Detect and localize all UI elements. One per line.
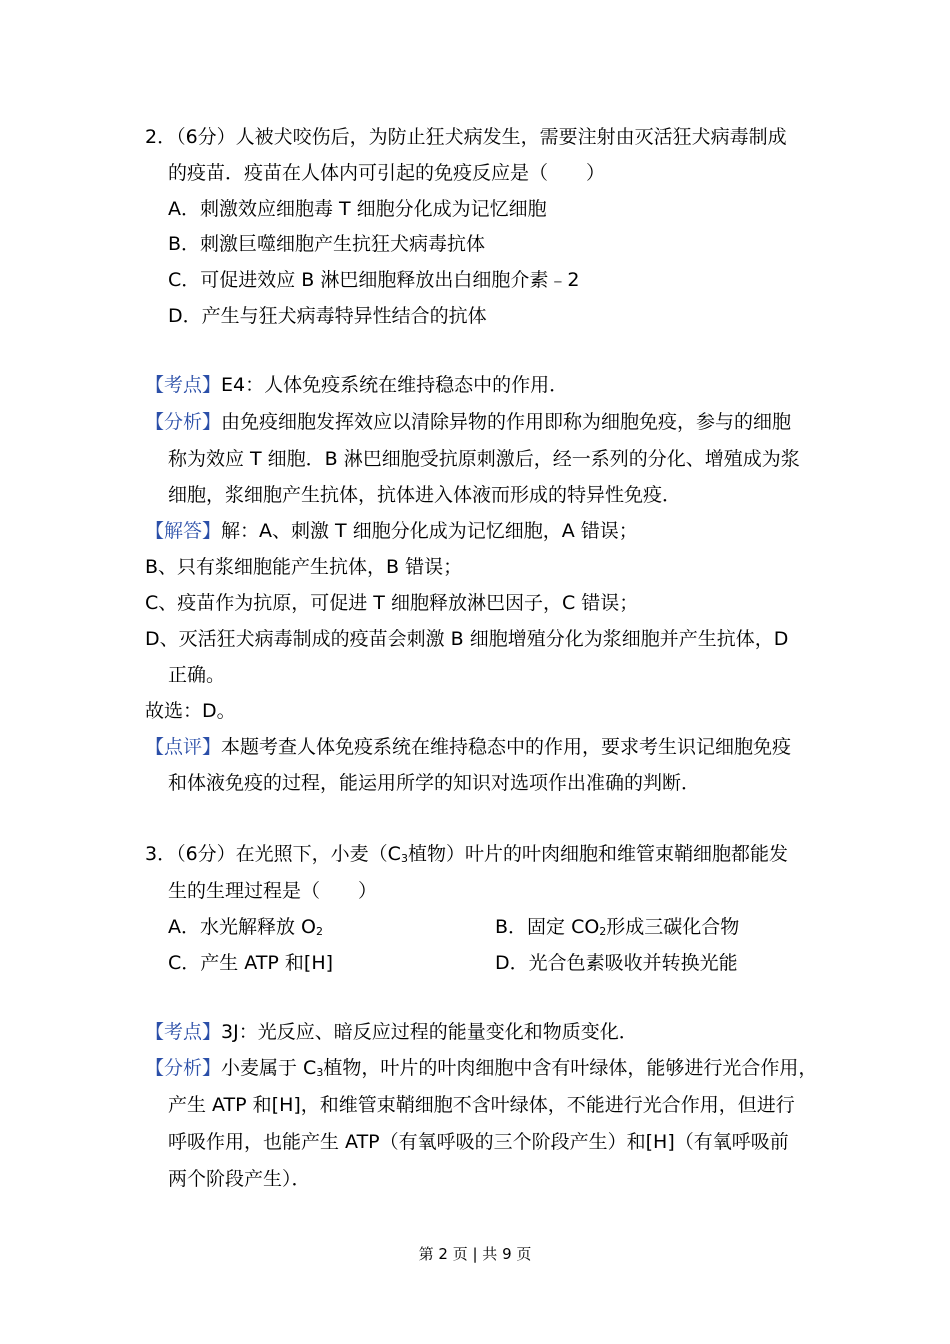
q2-jieda-line6: 故选：D。 (145, 700, 236, 722)
q3-stem-part-b: 植物）叶片的叶肉细胞和维管束鞘细胞都能发 (407, 843, 788, 865)
q2-fenxi-line3: 细胞，浆细胞产生抗体，抗体进入体液而形成的特异性免疫． (168, 484, 682, 506)
dianping-text: 本题考查人体免疫系统在维持稳态中的作用，要求考生识记细胞免疫 (221, 736, 792, 758)
q2-kaodian (145, 373, 568, 397)
q3-stem-line1 (145, 842, 788, 871)
q2-option-a: A．刺激效应细胞毒 T 细胞分化成为记忆细胞 (168, 198, 547, 220)
q3-fenxi-line4: 两个阶段产生）． (168, 1168, 311, 1190)
q3-option-d: D．光合色素吸收并转换光能 (495, 952, 738, 974)
q2-jieda-line4: D、灭活狂犬病毒制成的疫苗会刺激 B 细胞增殖分化为浆细胞并产生抗体，D (145, 628, 789, 650)
q3-option-a (168, 915, 323, 944)
page-footer: 第 2 页 | 共 9 页 (418, 1245, 532, 1263)
kaodian-text: E4：人体免疫系统在维持稳态中的作用． (221, 374, 569, 396)
q3-option-b-rest: 形成三碳化合物 (606, 916, 740, 938)
kaodian-tag: 【考点】 (145, 374, 222, 396)
fenxi-tag: 【分析】 (145, 411, 222, 433)
q3-fenxi-line1 (145, 1056, 817, 1085)
q2-jieda-line2: B、只有浆细胞能产生抗体，B 错误； (145, 556, 463, 578)
q3-option-a-text: A．水光解释放 O (168, 916, 316, 938)
q2-fenxi-line1 (145, 410, 791, 434)
kaodian-text: 3J：光反应、暗反应过程的能量变化和物质变化． (221, 1021, 638, 1043)
q3-option-b (495, 915, 739, 944)
dianping-tag: 【点评】 (145, 736, 222, 758)
q3-option-c: C．产生 ATP 和[H] (168, 952, 334, 974)
q2-dianping-line2: 和体液免疫的过程，能运用所学的知识对选项作出准确的判断． (168, 772, 701, 794)
q3-fenxi-part-a: 小麦属于 C (221, 1057, 317, 1079)
q3-option-b-text: B．固定 CO (495, 916, 600, 938)
fenxi-text: 由免疫细胞发挥效应以清除异物的作用即称为细胞免疫，参与的细胞 (221, 411, 792, 433)
fenxi-tag: 【分析】 (145, 1057, 222, 1079)
q3-stem-part-a: 3．（6分）在光照下，小麦（C (145, 843, 401, 865)
q2-dianping-line1 (145, 735, 791, 759)
q2-option-c: C．可促进效应 B 淋巴细胞释放出白细胞介素﹣2 (168, 269, 580, 291)
q3-fenxi-line2: 产生 ATP 和[H]，和维管束鞘细胞不含叶绿体，不能进行光合作用，但进行 (168, 1094, 795, 1116)
q3-stem-line2: 生的生理过程是（ ） (168, 880, 378, 902)
q2-fenxi-line2: 称为效应 T 细胞．B 淋巴细胞受抗原刺激后，经一系列的分化、增殖成为浆 (168, 448, 800, 470)
q3-fenxi-subscript: 3 (316, 1066, 324, 1079)
q2-jieda-line1 (145, 519, 638, 543)
jieda-text: 解：A、刺激 T 细胞分化成为记忆细胞，A 错误； (221, 520, 638, 542)
q2-option-d: D．产生与狂犬病毒特异性结合的抗体 (168, 305, 487, 327)
q2-option-b: B．刺激巨噬细胞产生抗狂犬病毒抗体 (168, 233, 486, 255)
kaodian-tag: 【考点】 (145, 1021, 222, 1043)
q2-jieda-line3: C、疫苗作为抗原，可促进 T 细胞释放淋巴因子，C 错误； (145, 592, 639, 614)
q2-stem-line2: 的疫苗．疫苗在人体内可引起的免疫反应是（ ） (168, 162, 606, 184)
q3-option-a-subscript: 2 (316, 925, 323, 938)
q3-kaodian (145, 1020, 638, 1044)
q2-jieda-line5: 正确。 (168, 664, 226, 686)
q3-fenxi-line3: 呼吸作用，也能产生 ATP（有氧呼吸的三个阶段产生）和[H]（有氧呼吸前 (168, 1131, 789, 1153)
q3-option-b-subscript: 2 (599, 925, 607, 938)
q3-stem-subscript: 3 (400, 852, 408, 865)
q3-fenxi-part-b: 植物，叶片的叶肉细胞中含有叶绿体，能够进行光合作用， (323, 1057, 818, 1079)
jieda-tag: 【解答】 (145, 520, 222, 542)
q2-stem-line1: 2．（6分）人被犬咬伤后，为防止狂犬病发生，需要注射由灭活狂犬病毒制成 (145, 126, 787, 148)
